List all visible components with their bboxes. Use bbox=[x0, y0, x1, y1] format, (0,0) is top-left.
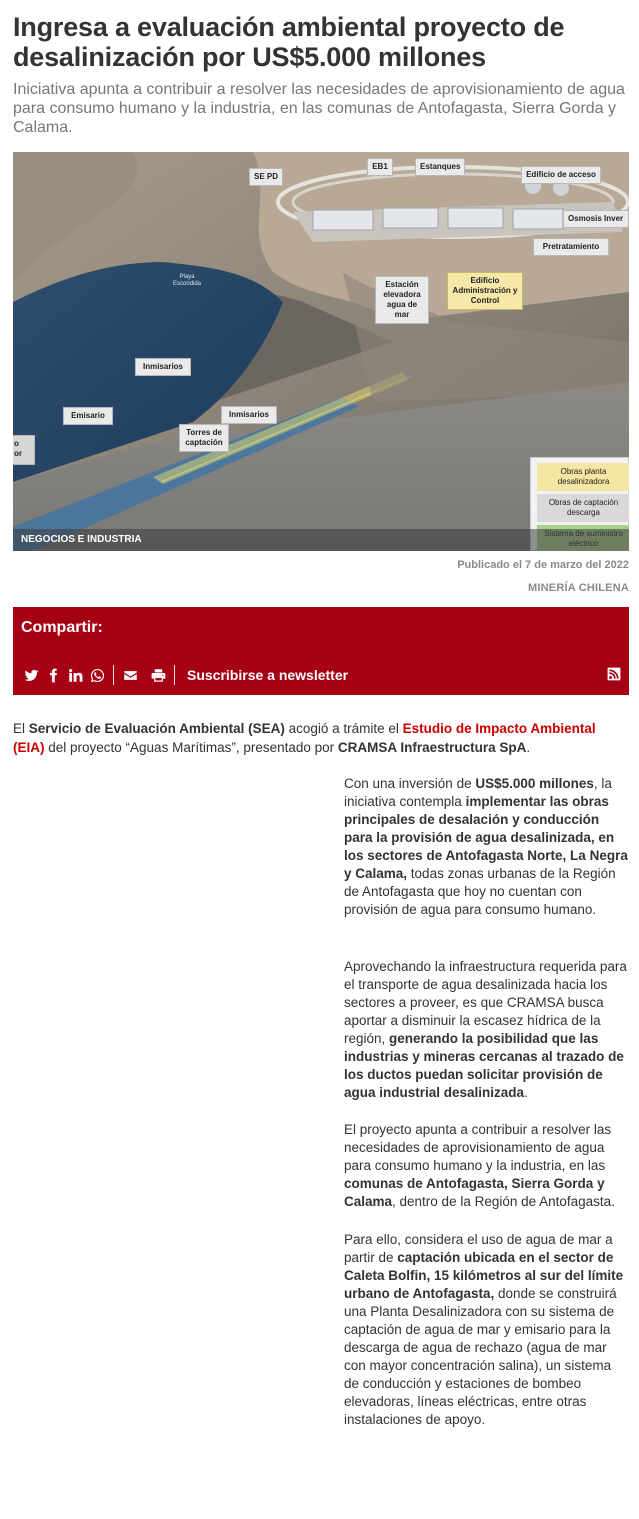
divider bbox=[113, 665, 114, 685]
body-paragraph-2 bbox=[344, 958, 628, 1102]
legend-obras-planta: Obras planta desalinizadora bbox=[537, 463, 629, 491]
paragraph-text: . bbox=[524, 1085, 528, 1100]
linkedin-icon[interactable] bbox=[65, 665, 85, 685]
paragraph-text: , dentro de la Región de Antofagasta. bbox=[392, 1194, 615, 1209]
whatsapp-icon[interactable] bbox=[87, 665, 107, 685]
label-emisario: Emisario bbox=[63, 407, 113, 425]
facebook-icon[interactable] bbox=[43, 665, 63, 685]
lead-bold-sea: Servicio de Evaluación Ambiental (SEA) bbox=[28, 721, 285, 736]
paragraph-text: , la iniciativa contempla bbox=[344, 776, 612, 809]
article-subtitle: Iniciativa apunta a contribuir a resolver las necesidades de aprovisionamiento de agua para consumo humano y la industria, en las comunas de Antofagasta, Sierra Gorda y Calama. bbox=[13, 81, 625, 136]
paragraph-bold: captación ubicada en el sector de Caleta Bolfin, 15 kilómetros al sur del límite urbano de Antofagasta, bbox=[344, 1250, 624, 1301]
newsletter-link[interactable]: Suscribirse a newsletter bbox=[187, 667, 349, 683]
label-eb1: EB1 bbox=[367, 158, 393, 176]
body-paragraph-3 bbox=[344, 1121, 628, 1211]
label-edificio-administracion: Edificio Administración y Control bbox=[447, 272, 523, 310]
email-icon[interactable] bbox=[120, 665, 140, 685]
lead-text: del proyecto “Aguas Marítimas”, presentado por bbox=[44, 740, 338, 755]
article-title: Ingresa a evaluación ambiental proyecto de desalinización por US$5.000 millones bbox=[13, 12, 565, 72]
label-osmosis: Osmosis Inver bbox=[563, 210, 629, 228]
eia-link[interactable]: Estudio de Impacto Ambiental (EIA) bbox=[13, 721, 596, 755]
lead-text: acogió a trámite el bbox=[284, 721, 403, 736]
divider bbox=[174, 665, 175, 685]
category-tag[interactable]: NEGOCIOS E INDUSTRIA bbox=[13, 529, 629, 551]
hero-image bbox=[13, 152, 629, 551]
lead-text: El bbox=[13, 721, 29, 736]
label-cut-left: o or bbox=[13, 435, 35, 465]
paragraph-text: Con una inversión de bbox=[344, 776, 476, 791]
label-inmisarios-2: Inmisarios bbox=[221, 406, 277, 424]
paragraph-text: todas zonas urbanas de la Región de Antofagasta que hoy no cuentan con provisión de agua para consumo humano. bbox=[344, 866, 616, 917]
label-se-pd: SE PD bbox=[249, 168, 283, 186]
paragraph-bold: US$5.000 millones bbox=[475, 776, 594, 791]
share-title: Compartir: bbox=[21, 619, 103, 636]
paragraph-text: Aprovechando la infraestructura requerida para el transporte de agua desalinizada hacia los sectores a proveer, es que CRAMSA busca aportar a disminuir la escasez hídrica de la región, bbox=[344, 959, 627, 1046]
publish-date: Publicado el 7 de marzo del 2022 bbox=[457, 559, 629, 571]
print-icon[interactable] bbox=[148, 665, 168, 685]
paragraph-bold: generando la posibilidad que las industrias y mineras cercanas al trazado de los ductos puedan solicitar provisión de agua industrial desalinizada bbox=[344, 1031, 624, 1100]
label-pretratamiento: Pretratamiento bbox=[533, 238, 609, 256]
label-torres-captacion: Torres de captación bbox=[179, 424, 229, 452]
lead-text: . bbox=[526, 740, 531, 755]
paragraph-text: El proyecto apunta a contribuir a resolver las necesidades de aprovisionamiento de agua para consumo humano y la industria, en las bbox=[344, 1122, 612, 1173]
body-paragraph-4 bbox=[344, 1231, 628, 1429]
label-edificio-acceso: Edificio de acceso bbox=[521, 166, 601, 184]
article-lead bbox=[13, 719, 625, 757]
label-estacion-elevadora: Estación elevadora agua de mar bbox=[375, 276, 429, 324]
twitter-icon[interactable] bbox=[21, 665, 41, 685]
label-inmisarios-1: Inmisarios bbox=[135, 358, 191, 376]
paragraph-text: donde se construirá una Planta Desalinizadora con su sistema de captación de agua de mar y emisario para la descarga de agua de rechazo (agua de mar con mayor concentración salina), un sistema de conducción y estaciones de bombeo elevadoras, líneas eléctricas, entre otras instalaciones de apoyo. bbox=[344, 1286, 617, 1427]
lead-bold-cramsa: CRAMSA Infraestructura SpA bbox=[337, 740, 527, 755]
share-row bbox=[21, 665, 621, 685]
body-paragraph-1 bbox=[344, 775, 628, 919]
paragraph-text: Para ello, considera el uso de agua de mar a partir de bbox=[344, 1232, 613, 1265]
label-playa-escondida: Playa Escondida bbox=[172, 274, 202, 287]
label-estanques: Estanques bbox=[415, 158, 465, 176]
rss-icon[interactable] bbox=[607, 667, 621, 681]
legend-obras-captacion: Obras de captación descarga bbox=[537, 494, 629, 522]
paragraph-bold: implementar las obras principales de desalación y conducción para la provisión de agua desalinizada, en los sectores de Antofagasta Norte, La Negra y Calama, bbox=[344, 794, 628, 881]
share-bar bbox=[13, 607, 629, 695]
paragraph-bold: comunas de Antofagasta, Sierra Gorda y Calama bbox=[344, 1176, 605, 1209]
publication-source: MINERÍA CHILENA bbox=[528, 582, 629, 594]
